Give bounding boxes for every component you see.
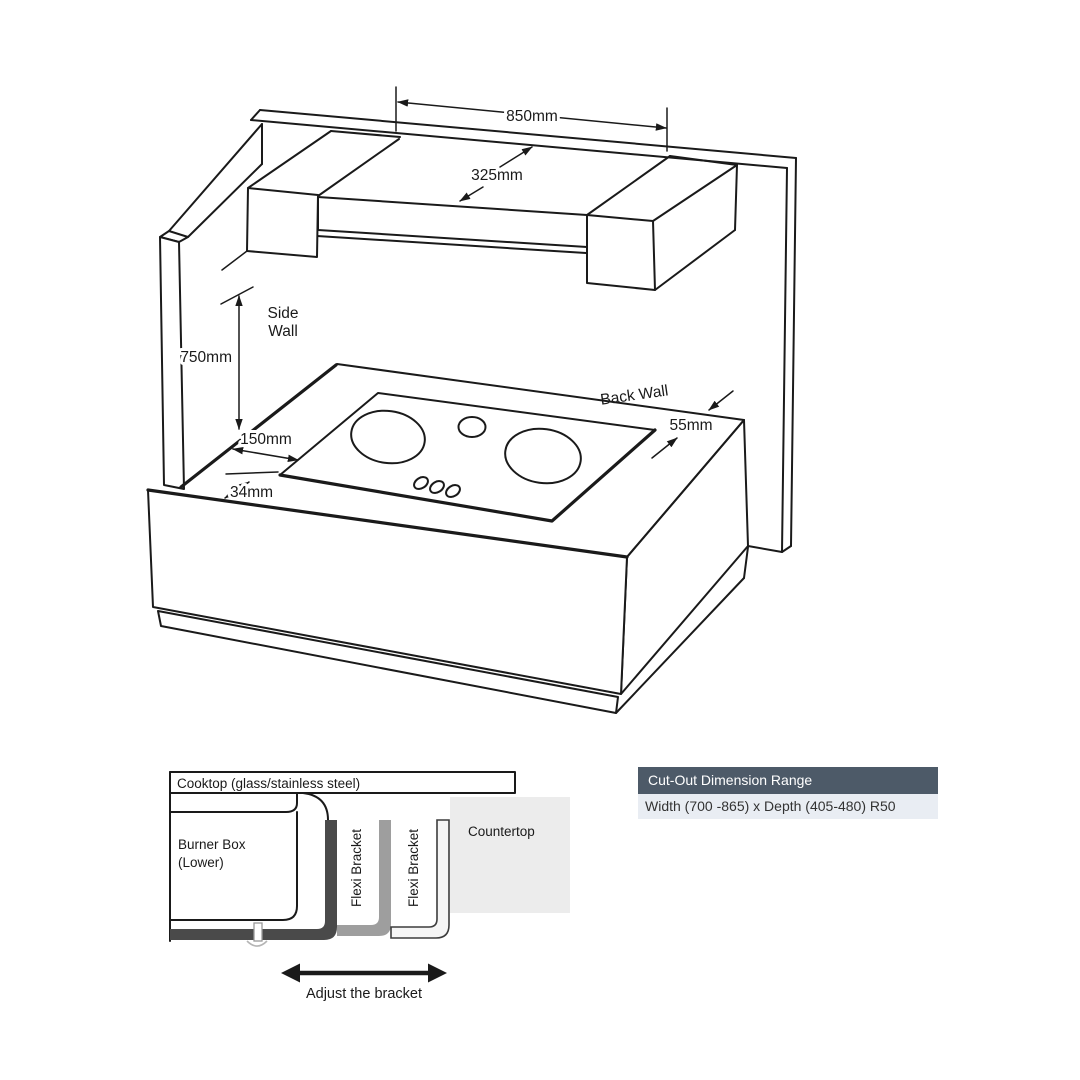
bracket-medium: [337, 820, 391, 936]
burner-small-center: [459, 417, 486, 437]
adjust-bracket-label: Adjust the bracket: [305, 986, 423, 1002]
dimension-34: [225, 472, 278, 501]
cooktop-outline: [280, 393, 655, 521]
dimension-150: [233, 431, 298, 460]
dimension-750: [180, 287, 253, 429]
side-wall-label-line2: Wall: [268, 323, 298, 340]
dim-55-label: 55mm: [669, 417, 713, 434]
flexi-bracket-label-2: Flexi Bracket: [406, 828, 421, 908]
side-wall-label-line1: Side: [267, 305, 299, 322]
dim-34-label: 34mm: [230, 484, 274, 501]
burner-box-label-line2: (Lower): [178, 855, 224, 870]
range-hood-outline: [222, 131, 737, 290]
countertop-label: Countertop: [468, 824, 535, 839]
dimension-325: [460, 147, 532, 201]
back-wall-label: Back Wall: [599, 382, 670, 409]
countertop-block: [450, 797, 570, 913]
adjust-bracket-arrow-icon: [281, 964, 447, 983]
bracket-cross-section: [170, 772, 570, 1002]
burner-box-label-line1: Burner Box: [178, 837, 246, 852]
dim-750-label: 750mm: [180, 349, 232, 366]
cutout-table-header: Cut-Out Dimension Range: [638, 767, 938, 794]
dim-325-label: 325mm: [471, 167, 523, 184]
isometric-installation-view: [148, 87, 796, 713]
flexi-bracket-label-1: Flexi Bracket: [349, 828, 364, 908]
dim-150-label: 150mm: [240, 431, 292, 448]
cutout-table-row: Width (700 -865) x Depth (405-480) R50: [638, 794, 938, 819]
cooktop-glass-label: Cooktop (glass/stainless steel): [177, 776, 361, 791]
wall-labels: [267, 305, 669, 409]
dim-850-label: 850mm: [506, 108, 558, 125]
cutout-dimension-table: [638, 767, 938, 819]
dimension-850: [396, 87, 667, 151]
